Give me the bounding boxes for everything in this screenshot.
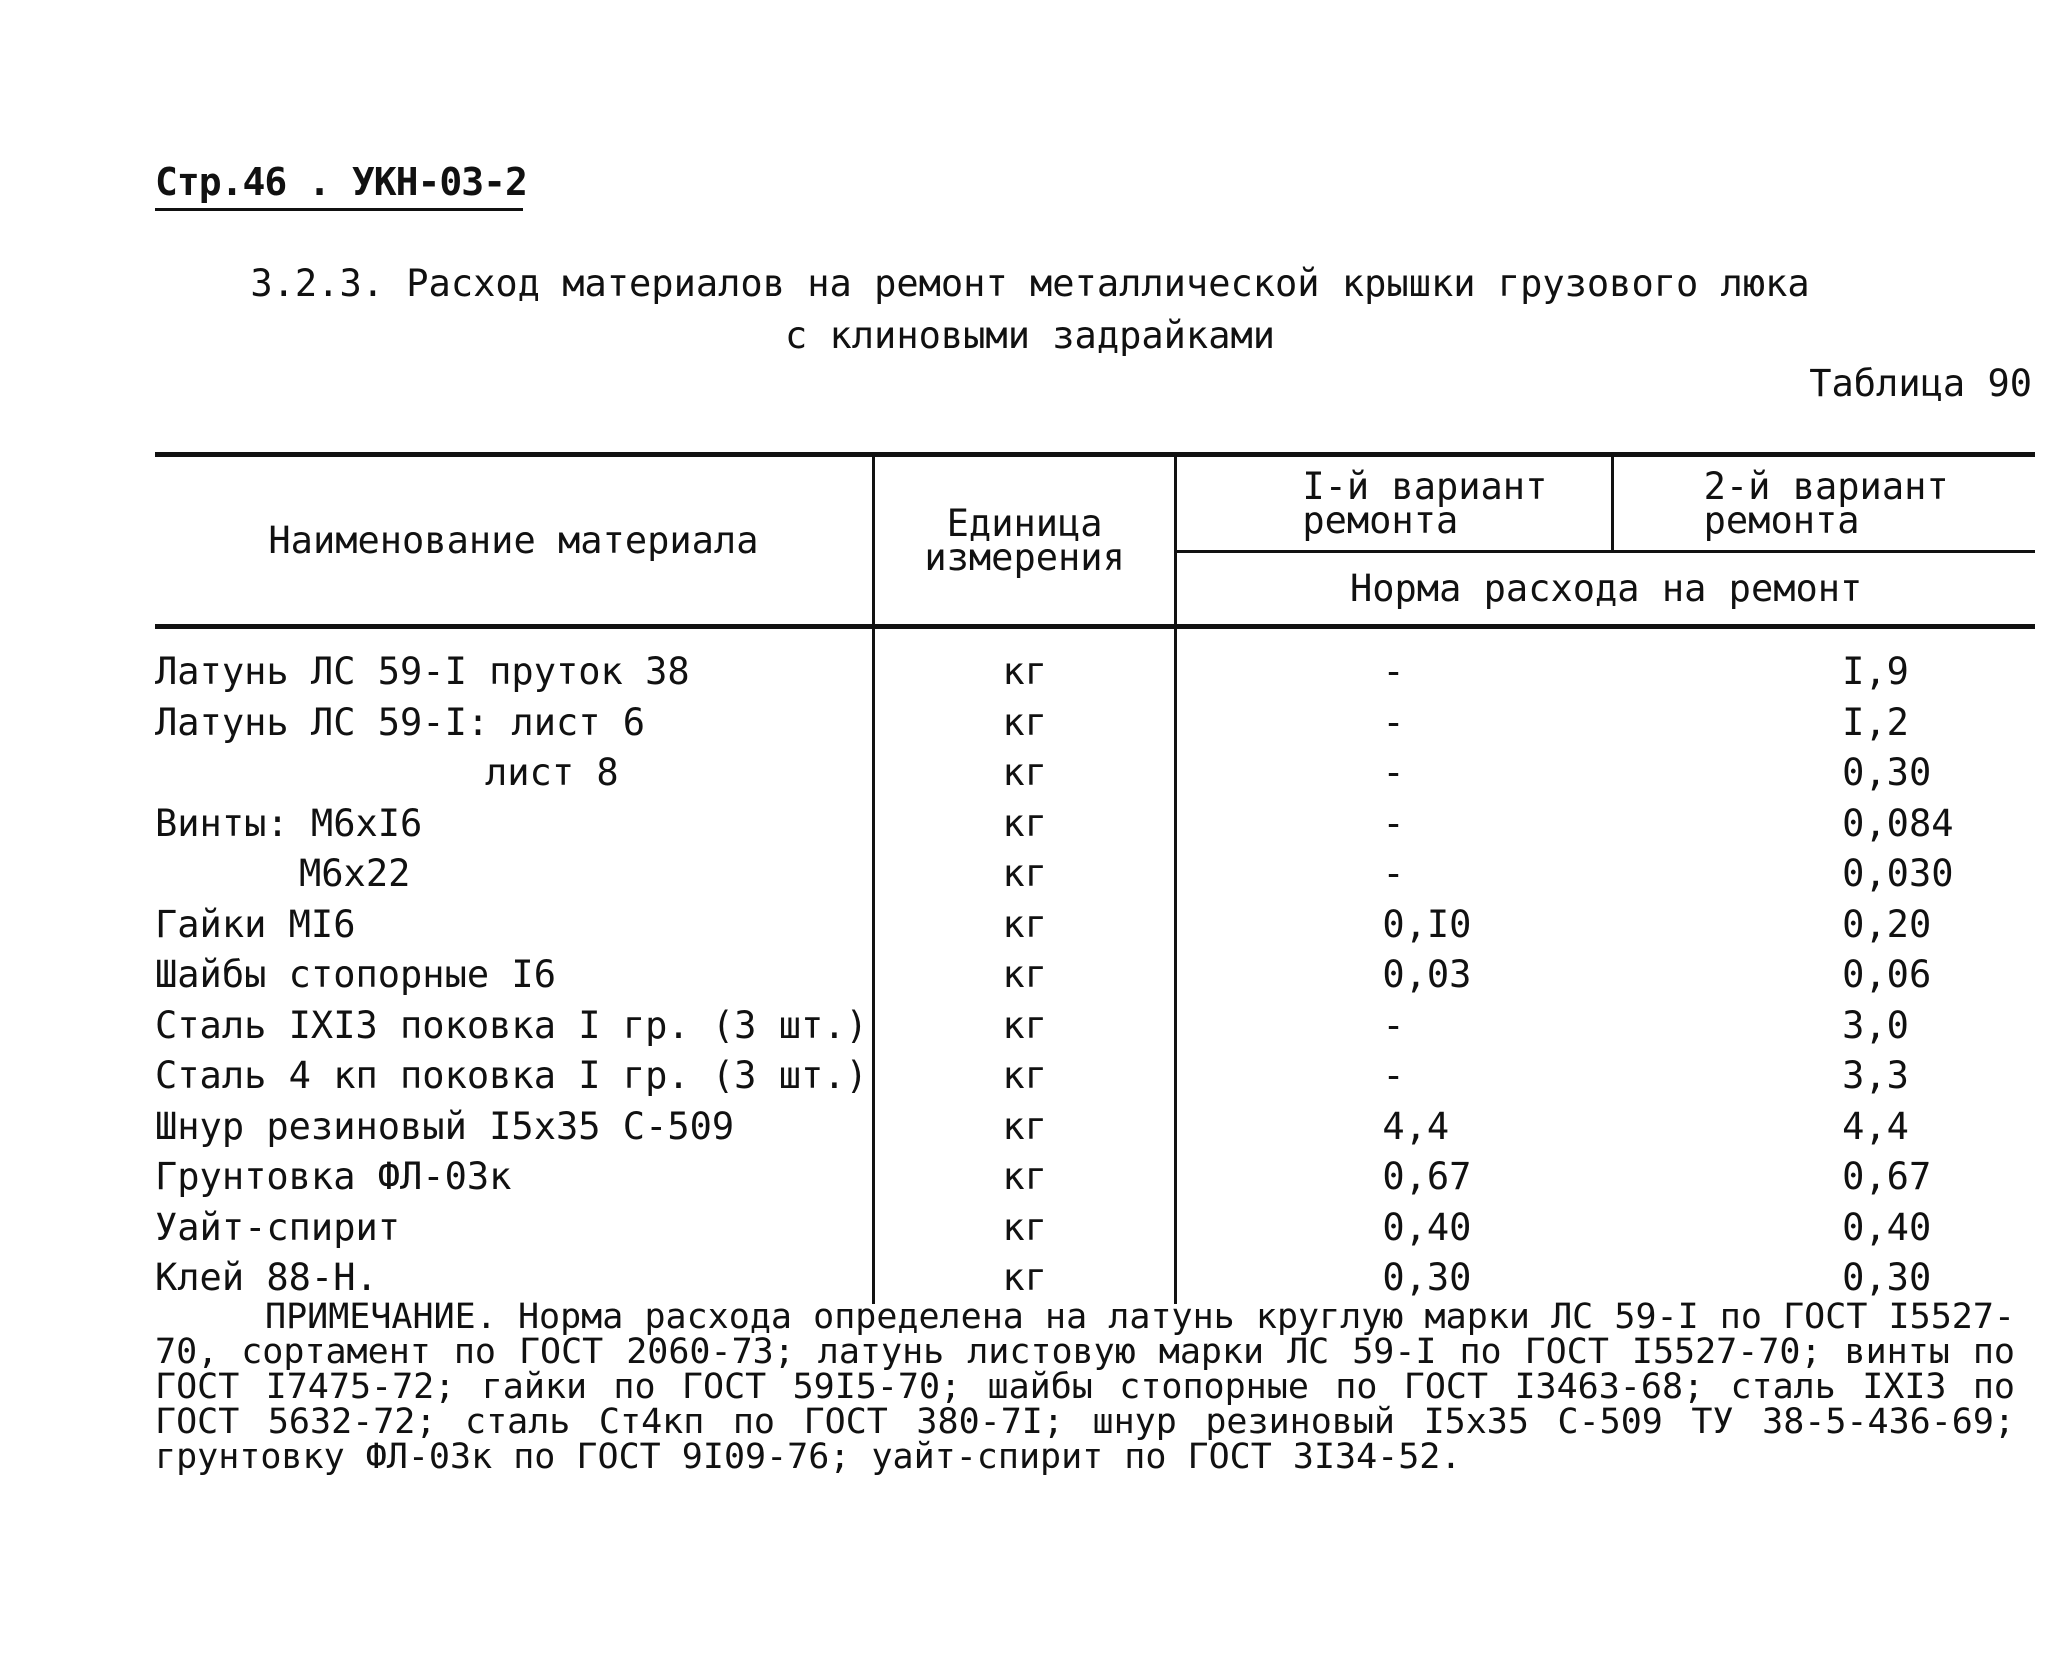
cell-variant-2: I,9 xyxy=(1842,650,1909,694)
materials-table-container xyxy=(155,452,2035,1304)
cell-variant-2: 0,084 xyxy=(1842,801,1954,845)
cell-unit: кг xyxy=(873,627,1175,698)
header-consumption-norm: Норма расхода на ремонт xyxy=(1176,552,2035,627)
table-row xyxy=(155,627,2035,698)
cell-unit: кг xyxy=(873,950,1175,1001)
cell-variant-1: 0,30 xyxy=(1382,1256,1472,1300)
cell-material: Гайки МI6 xyxy=(155,900,873,951)
page-reference: Стр.46 . УКН-03-2 xyxy=(155,160,523,211)
cell-variant-2: 0,20 xyxy=(1842,902,1932,946)
table-row xyxy=(155,849,2035,900)
header-material-name: Наименование материала xyxy=(155,455,873,627)
cell-unit: кг xyxy=(873,799,1175,850)
header-variant-2-line2: ремонта xyxy=(1703,498,1860,542)
cell-unit: кг xyxy=(873,698,1175,749)
cell-unit: кг xyxy=(873,900,1175,951)
cell-unit: кг xyxy=(873,1253,1175,1304)
section-title-line2: с клиновыми задрайками xyxy=(784,314,1276,357)
cell-material: Сталь 4 кп поковка I гр. (3 шт.) xyxy=(155,1051,873,1102)
table-row xyxy=(155,900,2035,951)
cell-variant-1: 0,40 xyxy=(1382,1205,1472,1249)
table-row xyxy=(155,698,2035,749)
cell-material: М6х22 xyxy=(155,849,873,900)
header-variant-1-line2: ремонта xyxy=(1302,498,1459,542)
cell-variant-1: 4,4 xyxy=(1382,1104,1450,1148)
header-unit-line2: измерения xyxy=(924,535,1125,579)
cell-variant-2: 3,3 xyxy=(1842,1054,1909,1098)
cell-variant-1: - xyxy=(1382,700,1405,744)
cell-variant-1: 0,I0 xyxy=(1382,902,1472,946)
table-row xyxy=(155,799,2035,850)
table-row xyxy=(155,1253,2035,1304)
cell-variant-2: 0,67 xyxy=(1842,1155,1932,1199)
table-row xyxy=(155,950,2035,1001)
cell-material: Сталь IXI3 поковка I гр. (3 шт.) xyxy=(155,1001,873,1052)
cell-material: Винты: М6хI6 xyxy=(155,799,873,850)
cell-variant-1: - xyxy=(1382,852,1405,896)
cell-variant-1: - xyxy=(1382,1003,1405,1047)
header-unit xyxy=(873,455,1175,627)
cell-material: Латунь ЛС 59-I пруток 38 xyxy=(155,627,873,698)
header-variant-1-line1: I-й вариант xyxy=(1302,464,1548,508)
cell-variant-2: 0,30 xyxy=(1842,1256,1932,1300)
cell-material: Шайбы стопорные I6 xyxy=(155,950,873,1001)
section-title-line1: 3.2.3. Расход материалов на ремонт металлической крышки грузового люка xyxy=(250,262,1810,305)
cell-variant-1: - xyxy=(1382,751,1405,795)
table-row xyxy=(155,748,2035,799)
cell-variant-1: - xyxy=(1382,650,1405,694)
header-unit-line1: Единица xyxy=(946,501,1103,545)
cell-variant-1: 0,03 xyxy=(1382,953,1472,997)
cell-unit: кг xyxy=(873,1152,1175,1203)
cell-variant-2: 4,4 xyxy=(1842,1104,1909,1148)
table-row xyxy=(155,1152,2035,1203)
cell-unit: кг xyxy=(873,1051,1175,1102)
table-row xyxy=(155,1102,2035,1153)
header-variant-2 xyxy=(1612,455,2035,552)
cell-variant-2: 3,0 xyxy=(1842,1003,1909,1047)
cell-variant-1: 0,67 xyxy=(1382,1155,1472,1199)
section-title xyxy=(160,258,1900,362)
table-row xyxy=(155,1203,2035,1254)
cell-material: Уайт-спирит xyxy=(155,1203,873,1254)
cell-variant-2: 0,030 xyxy=(1842,852,1954,896)
cell-unit: кг xyxy=(873,1102,1175,1153)
cell-variant-1: - xyxy=(1382,801,1405,845)
header-variant-1 xyxy=(1176,455,1612,552)
cell-variant-2: 0,06 xyxy=(1842,953,1932,997)
cell-unit: кг xyxy=(873,849,1175,900)
cell-variant-1: - xyxy=(1382,1054,1405,1098)
cell-unit: кг xyxy=(873,748,1175,799)
table-note: ПРИМЕЧАНИЕ. Норма расхода определена на латунь круглую марки ЛС 59-I по ГОСТ I5527-70, сортамент по ГОСТ 2060-73; латунь листовую марки ЛС 59-I по ГОСТ I5527-70; винты по ГОСТ I7475-72; гайки по ГОСТ 59I5-70; шайбы стопорные по ГОСТ I3463-68; сталь IXI3 по ГОСТ 5632-72; сталь Ст4кп по ГОСТ 380-7I; шнур резиновый I5х35 С-509 ТУ 38-5-436-69; грунтовку ФЛ-03к по ГОСТ 9I09-76; уайт-спирит по ГОСТ 3I34-52. xyxy=(155,1297,2015,1477)
table-row xyxy=(155,1051,2035,1102)
materials-table xyxy=(155,452,2035,1304)
cell-variant-2: 0,30 xyxy=(1842,751,1932,795)
cell-variant-2: 0,40 xyxy=(1842,1205,1932,1249)
cell-material: Шнур резиновый I5х35 С-509 xyxy=(155,1102,873,1153)
cell-unit: кг xyxy=(873,1001,1175,1052)
table-number: Таблица 90 xyxy=(1809,362,2032,405)
cell-material: Клей 88-Н. xyxy=(155,1253,873,1304)
table-row xyxy=(155,1001,2035,1052)
cell-material: лист 8 xyxy=(155,748,873,799)
cell-material: Грунтовка ФЛ-03к xyxy=(155,1152,873,1203)
cell-variant-2: I,2 xyxy=(1842,700,1909,744)
header-variant-2-line1: 2-й вариант xyxy=(1703,464,1949,508)
cell-material: Латунь ЛС 59-I: лист 6 xyxy=(155,698,873,749)
cell-unit: кг xyxy=(873,1203,1175,1254)
